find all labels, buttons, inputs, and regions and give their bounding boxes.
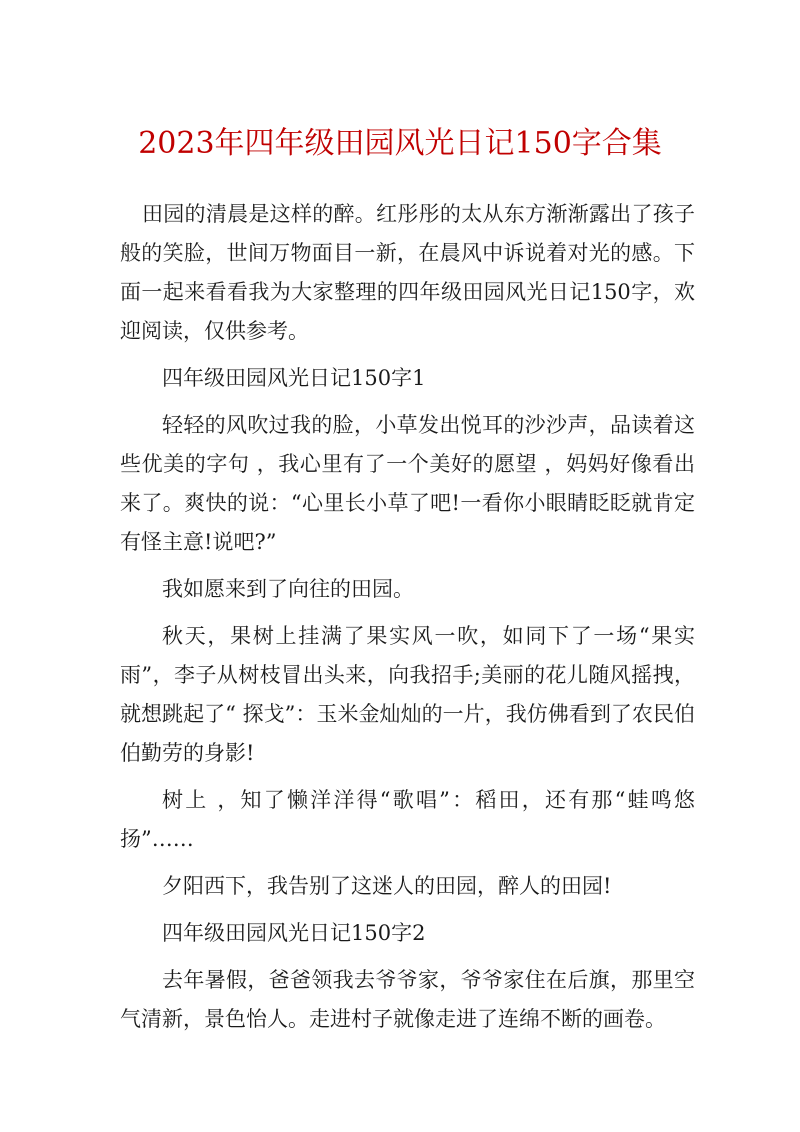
body-paragraph: 秋天，果树上挂满了果实风一吹，如同下了一场“果实雨”，李子从树枝冒出头来，向我招手;美丽的花儿随风摇拽，就想跳起了“ 探戈”：玉米金灿灿的一片，我仿佛看到了农民伯伯勤劳的身影! — [120, 624, 695, 765]
intro-paragraph: 田园的清晨是这样的醉。红彤彤的太从东方渐渐露出了孩子般的笑脸，世间万物面目一新，在晨风中诉说着对光的感。下面一起来看看我为大家整理的四年级田园风光日记150字，欢迎阅读，仅供参考。 — [120, 202, 695, 343]
document-body — [120, 195, 695, 1047]
body-paragraph: 夕阳西下，我告别了这迷人的田园，醉人的田园! — [162, 874, 612, 898]
body-paragraph: 轻轻的风吹过我的脸，小草发出悦耳的沙沙声，品读着这些优美的字句 ，我心里有了一个美好的愿望 ，妈妈好像看出来了。爽快的说：“心里长小草了吧!一看你小眼睛眨眨就肯定有怪主意!说吧?” — [120, 413, 695, 554]
section-heading-1: 四年级田园风光日记150字1 — [162, 366, 426, 390]
section-heading-2: 四年级田园风光日记150字2 — [162, 921, 426, 945]
body-paragraph: 树上 ，知了懒洋洋得“歌唱”：稻田，还有那“蛙鸣悠扬”…… — [120, 788, 695, 851]
body-paragraph: 我如愿来到了向往的田园。 — [162, 577, 414, 601]
document-title: 2023年四年级田园风光日记150字合集 — [138, 126, 662, 161]
body-paragraph: 去年暑假，爸爸领我去爷爷家，爷爷家住在后旗，那里空气清新，景色怡人。走进村子就像走进了连绵不断的画卷。 — [120, 968, 695, 1031]
